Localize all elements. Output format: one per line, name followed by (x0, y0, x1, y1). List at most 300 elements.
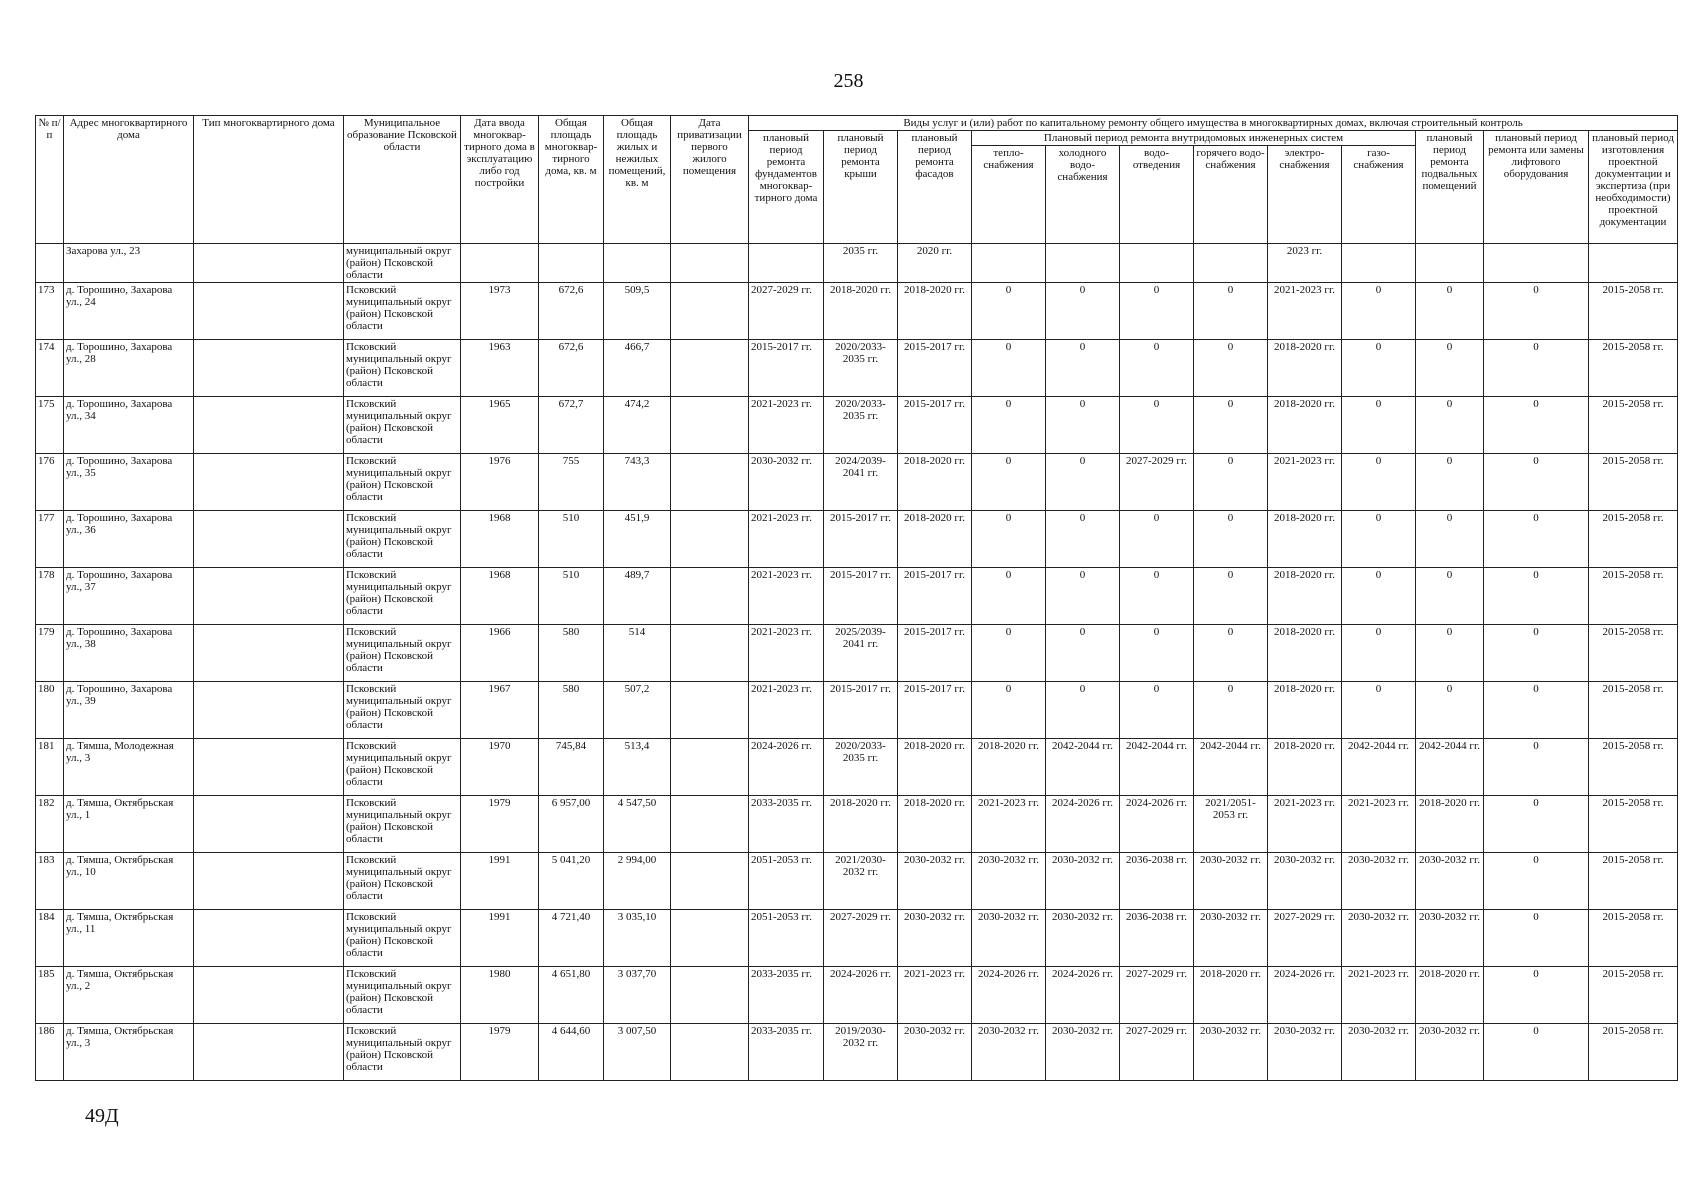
cell-facade: 2018-2020 гг. (898, 511, 972, 568)
cell-living-area: 513,4 (604, 739, 671, 796)
table-row (36, 454, 1678, 511)
cell-facade: 2018-2020 гг. (898, 796, 972, 853)
cell-total-area: 4 721,40 (539, 910, 604, 967)
header-living-area: Общая площадь жилых и нежилых помещений, кв. м (604, 116, 671, 244)
cell-municipality: муниципальный округ (район) Псковской области (344, 244, 461, 283)
cell-total-area: 5 041,20 (539, 853, 604, 910)
cell-hot-water: 0 (1194, 454, 1268, 511)
header-cold-water: холодного водо-снабжения (1046, 146, 1120, 244)
cell-basement: 2018-2020 гг. (1416, 967, 1484, 1024)
cell-roof: 2021/2030-2032 гг. (824, 853, 898, 910)
cell-living-area: 3 035,10 (604, 910, 671, 967)
cell-design: 2015-2058 гг. (1589, 568, 1678, 625)
cell-lift: 0 (1484, 1024, 1589, 1081)
cell-hot-water: 2042-2044 гг. (1194, 739, 1268, 796)
cell-sewer: 0 (1120, 340, 1194, 397)
cell-design: 2015-2058 гг. (1589, 340, 1678, 397)
cell-electric: 2021-2023 гг. (1268, 796, 1342, 853)
cell-gas: 0 (1342, 511, 1416, 568)
cell-roof: 2020/2033-2035 гг. (824, 397, 898, 454)
cell-foundation: 2051-2053 гг. (749, 910, 824, 967)
cell-year: 1991 (461, 910, 539, 967)
cell-design: 2015-2058 гг. (1589, 625, 1678, 682)
table-row-continued (36, 244, 1678, 283)
cell-privatization (671, 739, 749, 796)
cell-municipality: Псковский муниципальный округ (район) Псковской области (344, 967, 461, 1024)
cell-municipality: Псковский муниципальный округ (район) Псковской области (344, 283, 461, 340)
cell-facade: 2015-2017 гг. (898, 340, 972, 397)
cell-year: 1965 (461, 397, 539, 454)
cell-hot-water: 2021/2051-2053 гг. (1194, 796, 1268, 853)
cell-heat: 2030-2032 гг. (972, 910, 1046, 967)
table-row (36, 910, 1678, 967)
cell-type (194, 511, 344, 568)
cell-design: 2015-2058 гг. (1589, 739, 1678, 796)
cell-address: д. Тямша, Октябрьская ул., 10 (64, 853, 194, 910)
cell-facade: 2020 гг. (898, 244, 972, 283)
cell-cold-water: 0 (1046, 454, 1120, 511)
cell-facade: 2015-2017 гг. (898, 568, 972, 625)
cell-type (194, 796, 344, 853)
cell-foundation: 2027-2029 гг. (749, 283, 824, 340)
cell-living-area: 4 547,50 (604, 796, 671, 853)
cell-roof: 2018-2020 гг. (824, 796, 898, 853)
table-row (36, 625, 1678, 682)
cell-type (194, 397, 344, 454)
cell-num: 184 (36, 910, 64, 967)
cell-municipality: Псковский муниципальный округ (район) Псковской области (344, 454, 461, 511)
cell-lift: 0 (1484, 682, 1589, 739)
header-lift: плановый период ремонта или замены лифтового оборудования (1484, 131, 1589, 244)
cell-privatization (671, 910, 749, 967)
cell-facade: 2015-2017 гг. (898, 682, 972, 739)
cell-num: 180 (36, 682, 64, 739)
cell-hot-water: 2030-2032 гг. (1194, 853, 1268, 910)
cell-cold-water: 0 (1046, 283, 1120, 340)
cell-year: 1991 (461, 853, 539, 910)
cell-gas: 0 (1342, 625, 1416, 682)
cell-type (194, 454, 344, 511)
cell-total-area: 745,84 (539, 739, 604, 796)
cell-lift: 0 (1484, 511, 1589, 568)
cell-privatization (671, 340, 749, 397)
cell-sewer: 0 (1120, 283, 1194, 340)
cell-design: 2015-2058 гг. (1589, 1024, 1678, 1081)
cell-year: 1970 (461, 739, 539, 796)
cell-num: 182 (36, 796, 64, 853)
cell-design: 2015-2058 гг. (1589, 967, 1678, 1024)
cell-total-area: 6 957,00 (539, 796, 604, 853)
cell-design: 2015-2058 гг. (1589, 511, 1678, 568)
cell-living-area: 514 (604, 625, 671, 682)
cell-basement: 0 (1416, 511, 1484, 568)
cell-address: д. Торошино, Захарова ул., 24 (64, 283, 194, 340)
cell-cold-water: 0 (1046, 682, 1120, 739)
cell-privatization (671, 568, 749, 625)
cell-municipality: Псковский муниципальный округ (район) Псковской области (344, 1024, 461, 1081)
cell-cold-water: 0 (1046, 511, 1120, 568)
cell-basement: 0 (1416, 568, 1484, 625)
header-hot-water: горячего водо-снабжения (1194, 146, 1268, 244)
cell-total-area: 580 (539, 682, 604, 739)
cell-privatization (671, 967, 749, 1024)
cell-total-area: 4 651,80 (539, 967, 604, 1024)
cell-roof: 2020/2033-2035 гг. (824, 739, 898, 796)
cell-heat: 0 (972, 625, 1046, 682)
cell-gas: 0 (1342, 283, 1416, 340)
cell-lift: 0 (1484, 739, 1589, 796)
cell-address: д. Торошино, Захарова ул., 34 (64, 397, 194, 454)
cell-municipality: Псковский муниципальный округ (район) Псковской области (344, 910, 461, 967)
cell-heat: 0 (972, 340, 1046, 397)
cell-facade: 2030-2032 гг. (898, 853, 972, 910)
header-facade: плановый период ремонта фасадов (898, 131, 972, 244)
cell-total-area: 510 (539, 568, 604, 625)
cell-type (194, 739, 344, 796)
cell-facade: 2030-2032 гг. (898, 1024, 972, 1081)
cell-total-area: 580 (539, 625, 604, 682)
cell-electric: 2018-2020 гг. (1268, 625, 1342, 682)
cell-cold-water: 2030-2032 гг. (1046, 853, 1120, 910)
cell-year: 1967 (461, 682, 539, 739)
header-design: плановый период изготовления проектной документации и экспертиза (при необходимости) проектной документации (1589, 131, 1678, 244)
table-row (36, 511, 1678, 568)
cell-num: 173 (36, 283, 64, 340)
cell-design: 2015-2058 гг. (1589, 910, 1678, 967)
cell-heat: 2030-2032 гг. (972, 853, 1046, 910)
cell-total-area: 510 (539, 511, 604, 568)
cell-electric: 2018-2020 гг. (1268, 568, 1342, 625)
page-number: 258 (833, 70, 864, 92)
cell-heat: 2018-2020 гг. (972, 739, 1046, 796)
cell-cold-water: 0 (1046, 625, 1120, 682)
cell-roof: 2024-2026 гг. (824, 967, 898, 1024)
cell-foundation: 2021-2023 гг. (749, 682, 824, 739)
cell-total-area: 755 (539, 454, 604, 511)
cell-sewer: 2027-2029 гг. (1120, 967, 1194, 1024)
cell-cold-water: 2024-2026 гг. (1046, 796, 1120, 853)
cell-address: д. Торошино, Захарова ул., 39 (64, 682, 194, 739)
cell-hot-water: 2030-2032 гг. (1194, 1024, 1268, 1081)
cell-basement: 0 (1416, 682, 1484, 739)
cell-sewer: 2036-2038 гг. (1120, 910, 1194, 967)
cell-sewer: 0 (1120, 511, 1194, 568)
cell-foundation: 2033-2035 гг. (749, 796, 824, 853)
cell-total-area: 672,6 (539, 283, 604, 340)
cell-sewer: 0 (1120, 625, 1194, 682)
cell-hot-water: 0 (1194, 568, 1268, 625)
cell-roof: 2020/2033-2035 гг. (824, 340, 898, 397)
cell-heat: 2030-2032 гг. (972, 1024, 1046, 1081)
cell-basement: 2030-2032 гг. (1416, 853, 1484, 910)
cell-num: 177 (36, 511, 64, 568)
header-heat: тепло-снабжения (972, 146, 1046, 244)
cell-roof: 2018-2020 гг. (824, 283, 898, 340)
table-row (36, 853, 1678, 910)
cell-gas: 2021-2023 гг. (1342, 967, 1416, 1024)
cell-basement: 0 (1416, 454, 1484, 511)
table-row (36, 967, 1678, 1024)
cell-num: 181 (36, 739, 64, 796)
cell-year: 1980 (461, 967, 539, 1024)
cell-year: 1976 (461, 454, 539, 511)
cell-year: 1968 (461, 568, 539, 625)
cell-roof: 2025/2039-2041 гг. (824, 625, 898, 682)
cell-roof: 2015-2017 гг. (824, 568, 898, 625)
cell-lift: 0 (1484, 967, 1589, 1024)
header-systems-group: Плановый период ремонта внутридомовых инженерных систем (972, 131, 1416, 146)
cell-municipality: Псковский муниципальный округ (район) Псковской области (344, 625, 461, 682)
cell-privatization (671, 625, 749, 682)
cell-foundation: 2033-2035 гг. (749, 1024, 824, 1081)
cell-sewer: 0 (1120, 397, 1194, 454)
cell-roof: 2015-2017 гг. (824, 682, 898, 739)
cell-electric: 2023 гг. (1268, 244, 1342, 283)
cell-cold-water: 2030-2032 гг. (1046, 1024, 1120, 1081)
cell-address: д. Тямша, Октябрьская ул., 2 (64, 967, 194, 1024)
cell-design: 2015-2058 гг. (1589, 796, 1678, 853)
table-row (36, 682, 1678, 739)
cell-heat: 0 (972, 454, 1046, 511)
cell-roof: 2015-2017 гг. (824, 511, 898, 568)
cell-privatization (671, 796, 749, 853)
cell-privatization (671, 682, 749, 739)
cell-living-area: 507,2 (604, 682, 671, 739)
cell-sewer: 2027-2029 гг. (1120, 1024, 1194, 1081)
cell-electric: 2030-2032 гг. (1268, 853, 1342, 910)
cell-facade: 2018-2020 гг. (898, 739, 972, 796)
cell-municipality: Псковский муниципальный округ (район) Псковской области (344, 682, 461, 739)
cell-lift: 0 (1484, 397, 1589, 454)
cell-type (194, 340, 344, 397)
cell-design: 2015-2058 гг. (1589, 454, 1678, 511)
cell-year: 1968 (461, 511, 539, 568)
cell-num: 175 (36, 397, 64, 454)
cell-gas: 0 (1342, 340, 1416, 397)
cell-foundation: 2030-2032 гг. (749, 454, 824, 511)
cell-electric: 2021-2023 гг. (1268, 283, 1342, 340)
cell-basement: 2030-2032 гг. (1416, 910, 1484, 967)
cell-facade: 2021-2023 гг. (898, 967, 972, 1024)
cell-foundation: 2021-2023 гг. (749, 397, 824, 454)
cell-electric: 2018-2020 гг. (1268, 511, 1342, 568)
cell-sewer: 2027-2029 гг. (1120, 454, 1194, 511)
cell-cold-water: 0 (1046, 397, 1120, 454)
cell-municipality: Псковский муниципальный округ (район) Псковской области (344, 511, 461, 568)
table-row (36, 739, 1678, 796)
cell-foundation: 2051-2053 гг. (749, 853, 824, 910)
cell-municipality: Псковский муниципальный округ (район) Псковской области (344, 568, 461, 625)
cell-type (194, 853, 344, 910)
cell-num: 183 (36, 853, 64, 910)
cell-gas: 0 (1342, 682, 1416, 739)
cell-facade: 2015-2017 гг. (898, 625, 972, 682)
cell-facade: 2018-2020 гг. (898, 283, 972, 340)
header-type: Тип многоквартирного дома (194, 116, 344, 244)
header-num: № п/п (36, 116, 64, 244)
cell-year: 1966 (461, 625, 539, 682)
cell-lift: 0 (1484, 796, 1589, 853)
cell-address: д. Торошино, Захарова ул., 36 (64, 511, 194, 568)
cell-hot-water: 0 (1194, 397, 1268, 454)
cell-type (194, 910, 344, 967)
cell-living-area: 509,5 (604, 283, 671, 340)
cell-lift: 0 (1484, 340, 1589, 397)
cell-municipality: Псковский муниципальный округ (район) Псковской области (344, 853, 461, 910)
cell-privatization (671, 397, 749, 454)
header-foundation: плановый период ремонта фундаментов многоквар-тирного дома (749, 131, 824, 244)
cell-municipality: Псковский муниципальный округ (район) Псковской области (344, 340, 461, 397)
table-row (36, 568, 1678, 625)
cell-num: 186 (36, 1024, 64, 1081)
cell-heat: 0 (972, 397, 1046, 454)
cell-lift: 0 (1484, 283, 1589, 340)
cell-cold-water: 2042-2044 гг. (1046, 739, 1120, 796)
cell-heat: 0 (972, 283, 1046, 340)
cell-type (194, 967, 344, 1024)
cell-living-area: 3 037,70 (604, 967, 671, 1024)
cell-design: 2015-2058 гг. (1589, 283, 1678, 340)
cell-year: 1979 (461, 1024, 539, 1081)
cell-type (194, 1024, 344, 1081)
cell-lift: 0 (1484, 568, 1589, 625)
cell-privatization (671, 1024, 749, 1081)
cell-lift: 0 (1484, 853, 1589, 910)
cell-address: д. Тямша, Молодежная ул., 3 (64, 739, 194, 796)
header-sewer: водо-отведения (1120, 146, 1194, 244)
cell-facade: 2030-2032 гг. (898, 910, 972, 967)
cell-lift: 0 (1484, 454, 1589, 511)
table-row (36, 340, 1678, 397)
cell-electric: 2021-2023 гг. (1268, 454, 1342, 511)
cell-hot-water: 0 (1194, 625, 1268, 682)
cell-electric: 2018-2020 гг. (1268, 682, 1342, 739)
cell-cold-water: 2030-2032 гг. (1046, 910, 1120, 967)
cell-foundation: 2021-2023 гг. (749, 511, 824, 568)
cell-total-area: 672,6 (539, 340, 604, 397)
cell-num: 176 (36, 454, 64, 511)
cell-year: 1979 (461, 796, 539, 853)
cell-hot-water: 0 (1194, 511, 1268, 568)
cell-year: 1963 (461, 340, 539, 397)
cell-cold-water: 0 (1046, 340, 1120, 397)
cell-lift: 0 (1484, 625, 1589, 682)
cell-roof: 2019/2030-2032 гг. (824, 1024, 898, 1081)
cell-sewer: 0 (1120, 682, 1194, 739)
capital-repair-table (35, 115, 1678, 1081)
footer-code: 49Д (85, 1105, 119, 1127)
cell-living-area: 2 994,00 (604, 853, 671, 910)
cell-foundation: 2015-2017 гг. (749, 340, 824, 397)
cell-electric: 2030-2032 гг. (1268, 1024, 1342, 1081)
cell-electric: 2018-2020 гг. (1268, 397, 1342, 454)
cell-gas: 0 (1342, 568, 1416, 625)
cell-heat: 2021-2023 гг. (972, 796, 1046, 853)
header-basement: плановый период ремонта подвальных помещений (1416, 131, 1484, 244)
header-works-group: Виды услуг и (или) работ по капитальному ремонту общего имущества в многоквартирных домах, включая строительный контроль (749, 116, 1678, 131)
cell-roof: 2024/2039-2041 гг. (824, 454, 898, 511)
cell-basement: 0 (1416, 625, 1484, 682)
cell-cold-water: 0 (1046, 568, 1120, 625)
cell-privatization (671, 853, 749, 910)
cell-hot-water: 0 (1194, 682, 1268, 739)
cell-gas: 2042-2044 гг. (1342, 739, 1416, 796)
cell-basement: 0 (1416, 283, 1484, 340)
header-year: Дата ввода многоквар-тирного дома в эксплуатацию либо год постройки (461, 116, 539, 244)
header-address: Адрес многоквартирного дома (64, 116, 194, 244)
cell-electric: 2018-2020 гг. (1268, 739, 1342, 796)
cell-basement: 2030-2032 гг. (1416, 1024, 1484, 1081)
cell-sewer: 0 (1120, 568, 1194, 625)
cell-address: Захарова ул., 23 (64, 244, 194, 283)
cell-basement: 2042-2044 гг. (1416, 739, 1484, 796)
cell-design: 2015-2058 гг. (1589, 853, 1678, 910)
cell-type (194, 682, 344, 739)
cell-design: 2015-2058 гг. (1589, 682, 1678, 739)
cell-heat: 0 (972, 511, 1046, 568)
cell-hot-water: 2018-2020 гг. (1194, 967, 1268, 1024)
cell-gas: 0 (1342, 454, 1416, 511)
cell-address: д. Тямша, Октябрьская ул., 3 (64, 1024, 194, 1081)
cell-basement: 0 (1416, 340, 1484, 397)
header-gas: газо-снабжения (1342, 146, 1416, 244)
cell-privatization (671, 283, 749, 340)
cell-living-area: 3 007,50 (604, 1024, 671, 1081)
cell-municipality: Псковский муниципальный округ (район) Псковской области (344, 397, 461, 454)
header-municipality: Муниципальное образование Псковской области (344, 116, 461, 244)
cell-hot-water: 0 (1194, 283, 1268, 340)
cell-num: 179 (36, 625, 64, 682)
table-row (36, 397, 1678, 454)
cell-living-area: 743,3 (604, 454, 671, 511)
cell-year: 1973 (461, 283, 539, 340)
cell-sewer: 2024-2026 гг. (1120, 796, 1194, 853)
cell-foundation: 2024-2026 гг. (749, 739, 824, 796)
cell-living-area: 466,7 (604, 340, 671, 397)
cell-heat: 0 (972, 568, 1046, 625)
cell-total-area: 4 644,60 (539, 1024, 604, 1081)
cell-num: 174 (36, 340, 64, 397)
header-electric: электро-снабжения (1268, 146, 1342, 244)
header-roof: плановый период ремонта крыши (824, 131, 898, 244)
cell-heat: 2024-2026 гг. (972, 967, 1046, 1024)
cell-address: д. Тямша, Октябрьская ул., 11 (64, 910, 194, 967)
cell-electric: 2024-2026 гг. (1268, 967, 1342, 1024)
cell-gas: 2030-2032 гг. (1342, 1024, 1416, 1081)
cell-address: д. Торошино, Захарова ул., 37 (64, 568, 194, 625)
cell-cold-water: 2024-2026 гг. (1046, 967, 1120, 1024)
cell-living-area: 451,9 (604, 511, 671, 568)
cell-basement: 0 (1416, 397, 1484, 454)
cell-electric: 2027-2029 гг. (1268, 910, 1342, 967)
cell-gas: 0 (1342, 397, 1416, 454)
cell-hot-water: 0 (1194, 340, 1268, 397)
cell-roof: 2035 гг. (824, 244, 898, 283)
cell-address: д. Тямша, Октябрьская ул., 1 (64, 796, 194, 853)
header-privatization: Дата приватизации первого жилого помещения (671, 116, 749, 244)
cell-privatization (671, 511, 749, 568)
table-row (36, 1024, 1678, 1081)
header-total-area: Общая площадь многоквар-тирного дома, кв. м (539, 116, 604, 244)
cell-num: 178 (36, 568, 64, 625)
cell-sewer: 2042-2044 гг. (1120, 739, 1194, 796)
cell-type (194, 568, 344, 625)
cell-lift: 0 (1484, 910, 1589, 967)
cell-foundation: 2033-2035 гг. (749, 967, 824, 1024)
cell-foundation: 2021-2023 гг. (749, 625, 824, 682)
cell-privatization (671, 454, 749, 511)
cell-heat: 0 (972, 682, 1046, 739)
